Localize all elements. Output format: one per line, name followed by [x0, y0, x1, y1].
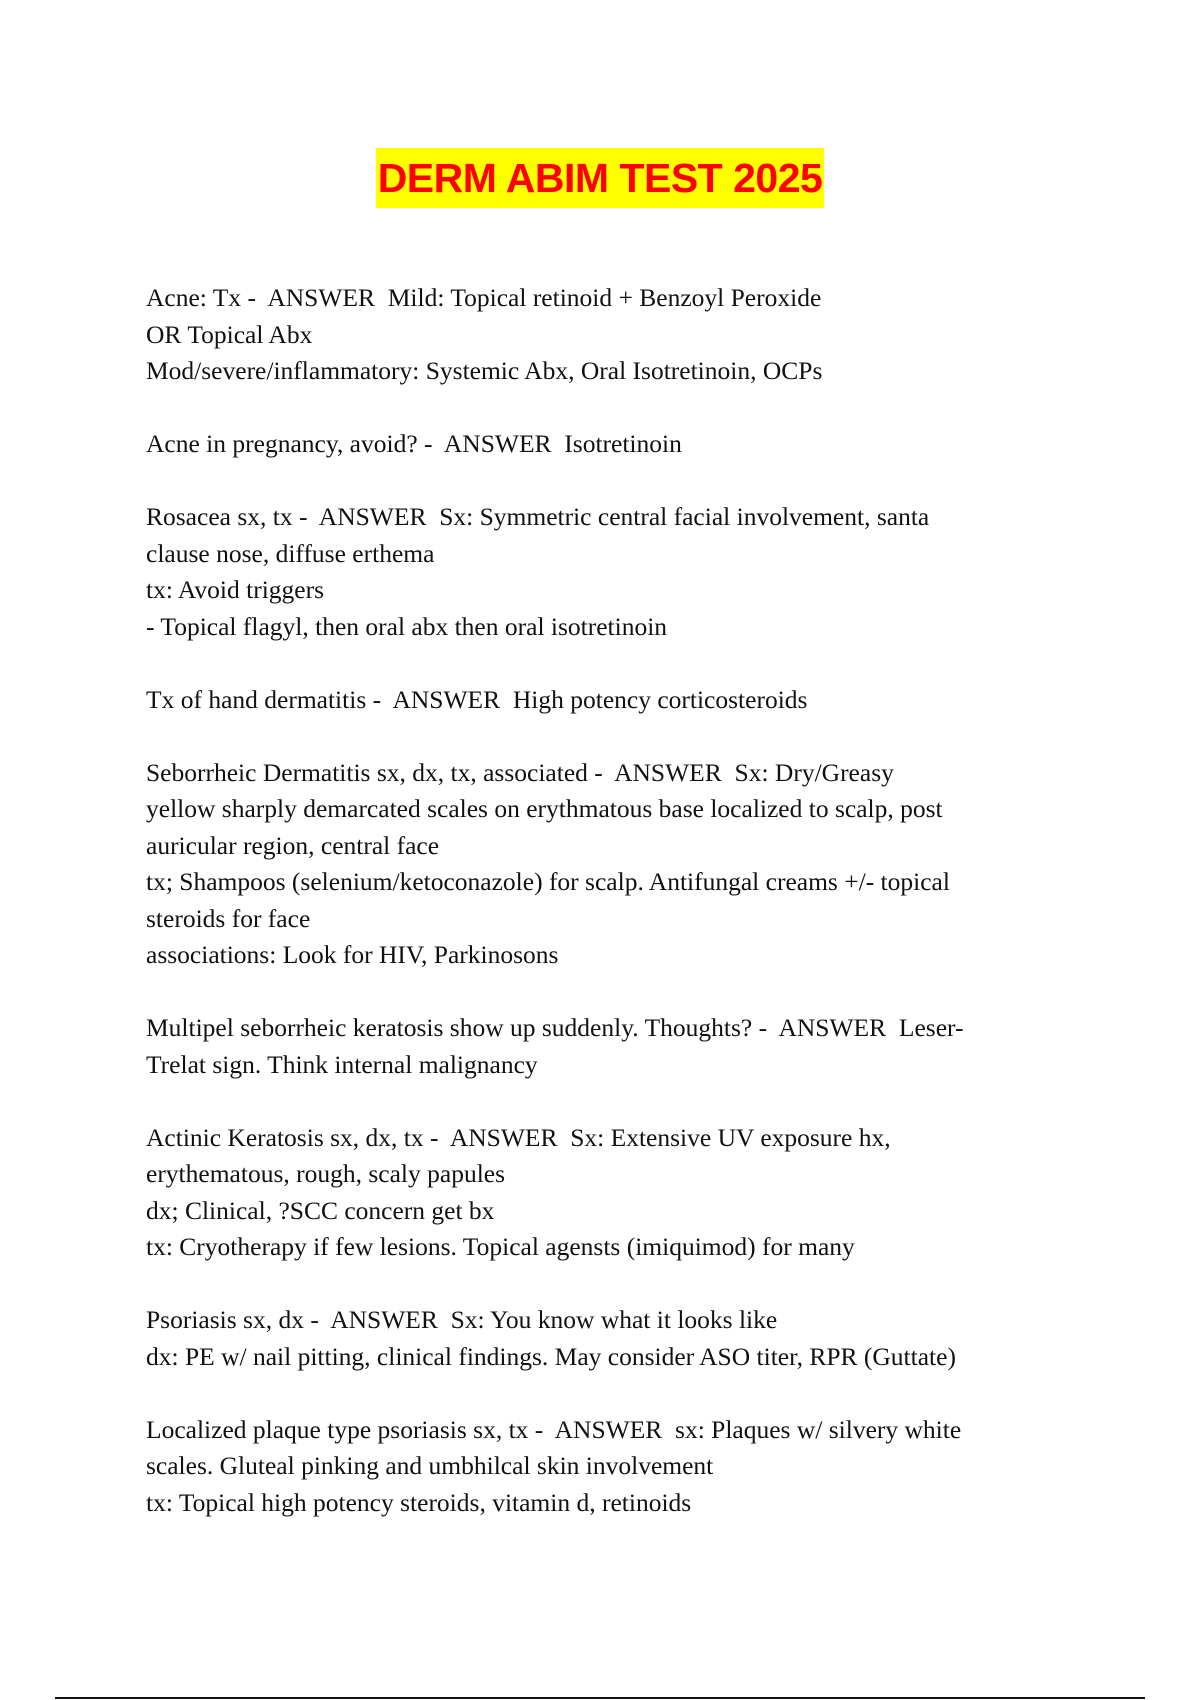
- page-title: DERM ABIM TEST 2025: [376, 148, 825, 208]
- qa-line: steroids for face: [146, 903, 311, 933]
- qa-line: Multipel seborrheic keratosis show up suddenly. Thoughts? - ANSWER Leser-: [146, 1013, 964, 1042]
- qa-line: erythematous, rough, scaly papules: [146, 1159, 506, 1188]
- qa-line: tx: Avoid triggers: [146, 575, 325, 604]
- page-bottom-rule: [55, 1697, 1145, 1699]
- qa-line: Localized plaque type psoriasis sx, tx - ANSWER sx: Plaques w/ silvery white: [146, 1414, 962, 1444]
- qa-line: dx: PE w/ nail pitting, clinical findings. May consider ASO titer, RPR (Guttate): [146, 1341, 956, 1371]
- qa-line: tx: Topical high potency steroids, vitamin d, retinoids: [146, 1487, 692, 1517]
- qa-entry: [146, 1120, 1076, 1266]
- qa-line: clause nose, diffuse erthema: [146, 538, 435, 568]
- qa-line: Seborrheic Dermatitis sx, dx, tx, associated - ANSWER Sx: Dry/Greasy: [146, 757, 894, 787]
- qa-line: Actinic Keratosis sx, dx, tx - ANSWER Sx: Extensive UV exposure hx,: [146, 1122, 891, 1152]
- qa-line: dx; Clinical, ?SCC concern get bx: [146, 1195, 495, 1225]
- qa-line: yellow sharply demarcated scales on erythmatous base localized to scalp, post: [146, 794, 943, 823]
- qa-entry: [146, 682, 1076, 719]
- qa-entry: [146, 755, 1076, 974]
- qa-line: Trelat sign. Think internal malignancy: [146, 1049, 538, 1079]
- qa-line: tx: Cryotherapy if few lesions. Topical agensts (imiquimod) for many: [146, 1232, 855, 1261]
- qa-line: Acne in pregnancy, avoid? - ANSWER Isotretinoin: [146, 429, 682, 458]
- qa-entry: [146, 499, 1076, 645]
- qa-line: associations: Look for HIV, Parkinosons: [146, 940, 559, 969]
- qa-entry: [146, 426, 1076, 463]
- qa-line: tx; Shampoos (selenium/ketoconazole) for scalp. Antifungal creams +/- topical: [146, 867, 950, 896]
- qa-entry: [146, 1302, 1076, 1375]
- document-body: [146, 280, 1076, 1558]
- qa-entry: [146, 280, 1076, 390]
- qa-line: Tx of hand dermatitis - ANSWER High potency corticosteroids: [146, 684, 808, 714]
- qa-line: Psoriasis sx, dx - ANSWER Sx: You know what it looks like: [146, 1305, 778, 1334]
- title-container: [0, 148, 1200, 208]
- qa-line: scales. Gluteal pinking and umbhilcal skin involvement: [146, 1451, 714, 1480]
- qa-line: Rosacea sx, tx - ANSWER Sx: Symmetric central facial involvement, santa: [146, 502, 930, 531]
- qa-line: Mod/severe/inflammatory: Systemic Abx, Oral Isotretinoin, OCPs: [146, 356, 823, 385]
- qa-line: OR Topical Abx: [146, 319, 313, 349]
- qa-line: auricular region, central face: [146, 830, 440, 860]
- qa-entry: [146, 1412, 1076, 1522]
- qa-entry: [146, 1010, 1076, 1083]
- qa-line: - Topical flagyl, then oral abx then oral isotretinoin: [146, 611, 668, 641]
- qa-line: Acne: Tx - ANSWER Mild: Topical retinoid + Benzoyl Peroxide: [146, 283, 822, 312]
